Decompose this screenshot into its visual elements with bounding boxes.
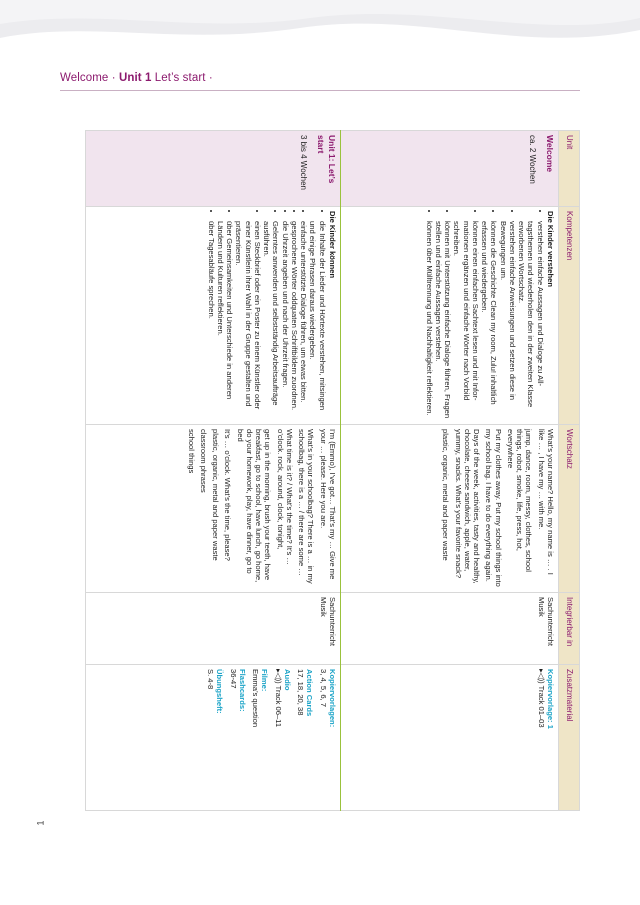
zusatz-track: ▸◁)) Track 06–11 <box>273 669 283 728</box>
zusatz-value: 17, 18, 20, 38 <box>296 669 306 716</box>
list-item: • die Inhalte der Lieder und Hörtexte verstehen, mitsingen und einige Phrasen daraus wiedergeben. <box>308 221 327 420</box>
kompetenzen-cell <box>86 207 341 425</box>
integrierbar-item: Musik <box>318 597 328 617</box>
col-header-integrierbar: Integrierbar in <box>559 593 580 665</box>
integrierbar-item: Musik <box>536 597 546 617</box>
zusatz-heading: Flashcards: <box>237 669 247 712</box>
page-header <box>60 72 213 84</box>
header-welcome: Welcome <box>60 72 109 84</box>
wortschatz-item: get up in the morning, brush your teeth, have breakfast, go to school, have lunch, go home, do your homework, play, have dinner, go to bed <box>235 429 273 583</box>
col-header-kompetenzen: Kompetenzen <box>559 207 580 425</box>
list-item: • können die Geschichte Clean my room, Zulu! inhaltlich erfassen und wiedergeben. <box>480 221 499 420</box>
col-header-zusatzmaterial: Zusatzmaterial <box>559 665 580 811</box>
list-item: • können über Mülltrennung und Nachhaltigkeit reflektieren. <box>425 221 434 420</box>
unit-name: Unit 1: Let’s start <box>316 135 337 184</box>
list-item: • über Gemeinsamkeiten und Unterschiede in anderen Ländern und Kulturen reflektieren. <box>216 221 235 420</box>
zusatz-heading: Audio <box>282 669 292 691</box>
zusatz-heading: Kopiervorlage: 1 <box>546 669 555 729</box>
integrierbar-cell <box>340 593 558 665</box>
wortschatz-item: classroom phrases <box>198 429 208 493</box>
wortschatz-item: What’s in your schoolbag? There is a … in my schoolbag, there is a … / there are some … <box>297 429 316 584</box>
zusatzmaterial-cell <box>340 665 558 811</box>
zusatz-heading: Filme: <box>260 669 270 692</box>
list-item: • die Uhrzeit angeben und nach der Uhrzeit fragen. <box>280 221 289 420</box>
zusatz-heading: Kopiervorlagen: <box>327 669 337 728</box>
unit-cell <box>340 131 558 207</box>
zusatz-heading: Action Cards <box>305 669 315 717</box>
kompetenzen-title: Die Kinder können <box>327 211 337 279</box>
list-item: • verstehen einfache Aussagen und Dialoge zu All-tagsthemen und wiederholen den in der zweiten Klasse erworbenen Wortschatz. <box>517 221 545 420</box>
header-separator: · <box>111 72 116 84</box>
kompetenzen-list <box>425 211 545 420</box>
header-unit-title: Let’s start <box>154 72 206 84</box>
list-item: • können mit Unterstützung einfache Dialoge führen, Fragen stellen und einfache Aussagen verstehen. <box>434 221 453 420</box>
unit-duration: 3 bis 4 Wochen <box>299 135 309 190</box>
wortschatz-item: plastic, organic, metal and paper waste <box>441 429 451 561</box>
header-unit: Unit 1 <box>118 72 152 84</box>
wortschatz-item: school things <box>186 429 196 474</box>
zusatz-value: 3, 4, 5, 6, 7 <box>318 669 328 707</box>
wortschatz-cell <box>340 425 558 593</box>
wortschatz-item: plastic, organic, metal and paper waste <box>211 429 221 561</box>
list-item: • verstehen einfache Anweisungen und setzen diese in Bewegungen um. <box>499 221 518 420</box>
unit-name: Welcome <box>545 135 555 173</box>
list-item: • können einen einfachen Sachtext lesen und mit Infor-mationen ergänzen und einfache Wörter nach Vorbild schreiben. <box>452 221 480 420</box>
table-row <box>86 131 341 811</box>
zusatz-value: S. 4-8 <box>206 669 216 690</box>
zusatzmaterial-cell <box>86 665 341 811</box>
header-waves-decoration <box>0 0 640 70</box>
col-header-unit: Unit <box>559 131 580 207</box>
page-number: 1 <box>35 820 46 826</box>
list-item: • Gelerntes anwenden und selbstständig Arbeitsaufträge ausführen. <box>262 221 281 420</box>
wortschatz-item: What time is it? / What’s the time? It’s … o’clock. rock, around, clock, tonight, <box>275 429 294 566</box>
header-rule <box>60 90 580 91</box>
list-item: • über Tagesabläufe sprechen. <box>206 221 215 420</box>
wortschatz-item: jump, dance, room, messy, clothes, school things, robot, smoke, life, press, hot, everywhere <box>506 429 534 572</box>
integrierbar-item: Sachunterricht <box>327 597 337 646</box>
col-header-wortschatz: Wortschatz <box>559 425 580 593</box>
header-separator: · <box>208 72 213 84</box>
zusatz-track: ▸◁)) Track 01–03 <box>536 669 546 728</box>
integrierbar-cell <box>86 593 341 665</box>
zusatz-value: 36-47 <box>228 669 238 689</box>
unit-cell <box>86 131 341 207</box>
wortschatz-cell <box>86 425 341 593</box>
zusatz-value: Emma’s question <box>251 669 261 728</box>
list-item: • gesprochene Wörter oddquaten Schriftbildern zuordnen. <box>290 221 299 420</box>
kompetenzen-cell <box>340 207 558 425</box>
wortschatz-item: Days of the week, activities, tasty and healthy, chocolate, cheese sandwich, apple, water, yummy, snacks. What’s your favorite snack? <box>453 429 482 584</box>
list-item: • einen Steckbrief oder ein Poster zu einem Künstler oder einer Künstlerin ihrer Wahl in der Gruppe gestalten und präsentieren. <box>234 221 262 420</box>
wortschatz-item: Put my clothes away. Put my school things into my school bag. I have to do everything again. <box>484 429 503 587</box>
curriculum-table-wrapper <box>85 130 580 810</box>
kompetenzen-title: Die Kinder verstehen <box>546 211 555 287</box>
wortschatz-item: It’s … o’clock. What’s the time, please? <box>223 429 233 561</box>
table-row <box>340 131 558 811</box>
wortschatz-item: I’m (Emmo), I’ve got… That’s my … Give me your … please. Here you are. <box>318 429 337 580</box>
curriculum-table <box>85 130 580 811</box>
kompetenzen-list <box>206 211 326 420</box>
list-item: • einfache unterstützte Dialoge führen, um etwas bitten. <box>299 221 308 420</box>
integrierbar-item: Sachunterricht <box>546 597 555 646</box>
unit-duration: ca. 2 Wochen <box>527 135 537 184</box>
zusatz-heading: Übungsheft: <box>215 669 225 714</box>
wortschatz-item: What’s your name? Hello, my name is … . I like … , I have my … with me. <box>536 429 555 575</box>
